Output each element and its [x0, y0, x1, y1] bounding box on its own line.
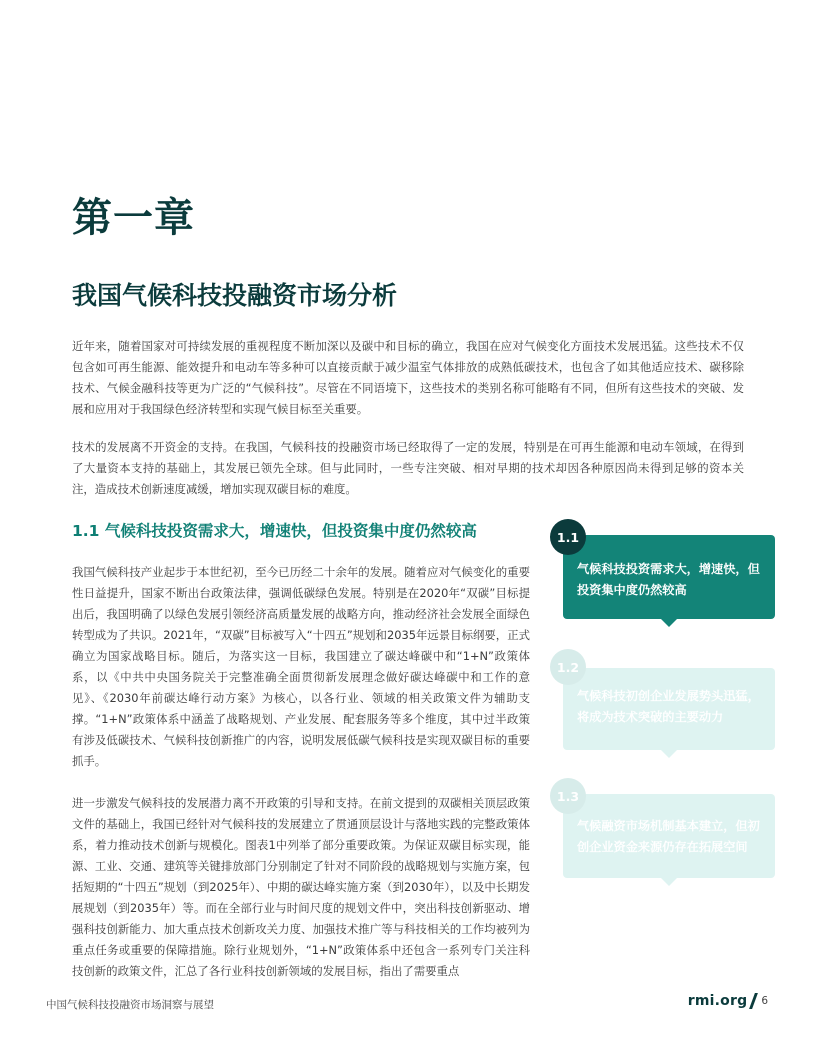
callout-pointer: [661, 878, 677, 886]
sidebar-card-number: 1.1: [550, 519, 586, 555]
intro-paragraph: 技术的发展离不开资金的支持。在我国，气候科技的投融资市场已经取得了一定的发展，特别是在可再生能源和电动车领域，在得到了大量资本支持的基础上，其发展已领先全球。但与此同时，一些专注突破、相对早期的技术却因各种原因尚未得到足够的资本关注，造成技术创新速度减缓，增加实现双碳目标的难度。: [72, 440, 744, 496]
footer-report-title: 中国气候科技投融资市场洞察与展望: [46, 999, 214, 1011]
sidebar-card[interactable]: [563, 668, 775, 750]
sidebar-card-number: 1.2: [550, 649, 586, 685]
footer-brand: [688, 993, 768, 1009]
callout-pointer: [661, 619, 677, 627]
chapter-label: 第一章: [72, 195, 195, 241]
slash-icon: [749, 993, 758, 1009]
intro-paragraph: 近年来，随着国家对可持续发展的重视程度不断加深以及碳中和目标的确立，我国在应对气候变化方面技术发展迅猛。这些技术不仅包含如可再生能源、能效提升和电动车等多种可以直接贡献于减少温室气体排放的成熟低碳技术，也包含了如其他适应技术、碳移除技术、气候金融科技等更为广泛的“气候科技”。尽管在不同语境下，这些技术的类别名称可能略有不同，但所有这些技术的突破、发展和应用对于我国绿色经济转型和实现气候目标至关重要。: [72, 339, 744, 416]
sidebar-card-number: 1.3: [550, 778, 586, 814]
sidebar-card-text: 气候科技投资需求大，增速快，但投资集中度仍然较高: [577, 562, 760, 597]
rmi-logo[interactable]: rmi.org: [687, 993, 748, 1009]
sidebar-card-text: 气候融资市场机制基本建立，但初创企业资金来源仍存在拓展空间: [577, 819, 760, 854]
section-heading: 1.1 气候科技投资需求大，增速快，但投资集中度仍然较高: [72, 522, 477, 540]
body-paragraph: 我国气候科技产业起步于本世纪初，至今已历经二十余年的发展。随着应对气候变化的重要性日益提升，国家不断出台政策法律，强调低碳绿色发展。特别是在2020年“双碳”目标提出后，我国明确了以绿色发展引领经济高质量发展的战略方向，推动经济社会发展全面绿色转型成为了共识。2021年，“双碳”目标被写入“十四五”规划和2035年远景目标纲要，正式确立为国家战略目标。随后，为落实这一目标，我国建立了碳达峰碳中和“1+N”政策体系，以《中共中央国务院关于完整准确全面贯彻新发展理念做好碳达峰碳中和工作的意见》、《2030年前碳达峰行动方案》为核心，以各行业、领域的相关政策文件为辅助支撑。“1+N”政策体系中涵盖了战略规划、产业发展、配套服务等多个维度，其中过半政策有涉及低碳技术、气候科技创新推广的内容，说明发展低碳气候科技是实现双碳目标的重要抓手。: [72, 565, 530, 768]
sidebar-card-text: 气候科技初创企业发展势头迅猛，将成为技术突破的主要动力: [577, 689, 760, 724]
page-title: 我国气候科技投融资市场分析: [72, 281, 398, 310]
page-number: 6: [761, 995, 768, 1007]
sidebar-card[interactable]: [563, 794, 775, 878]
sidebar-card-active[interactable]: [563, 535, 775, 619]
body-paragraph: 进一步激发气候科技的发展潜力离不开政策的引导和支持。在前文提到的双碳相关顶层政策文件的基础上，我国已经针对气候科技的发展建立了贯通顶层设计与落地实践的完整政策体系，着力推动技术创新与规模化。图表1中列举了部分重要政策。为保证双碳目标实现，能源、工业、交通、建筑等关键排放部门分别制定了针对不同阶段的战略规划与实施方案，包括短期的“十四五”规划（到2025年）、中期的碳达峰实施方案（到2030年），以及中长期发展规划（到2035年）等。而在全部行业与时间尺度的规划文件中，突出科技创新驱动、增强科技创新能力、加大重点技术创新攻关力度、加强技术推广等与科技相关的工作均被列为重点任务或重要的保障措施。除行业规划外，“1+N”政策体系中还包含一系列专门关注科技创新的政策文件，汇总了各行业科技创新领域的发展目标，指出了需要重点: [72, 796, 530, 978]
callout-pointer: [661, 750, 677, 758]
